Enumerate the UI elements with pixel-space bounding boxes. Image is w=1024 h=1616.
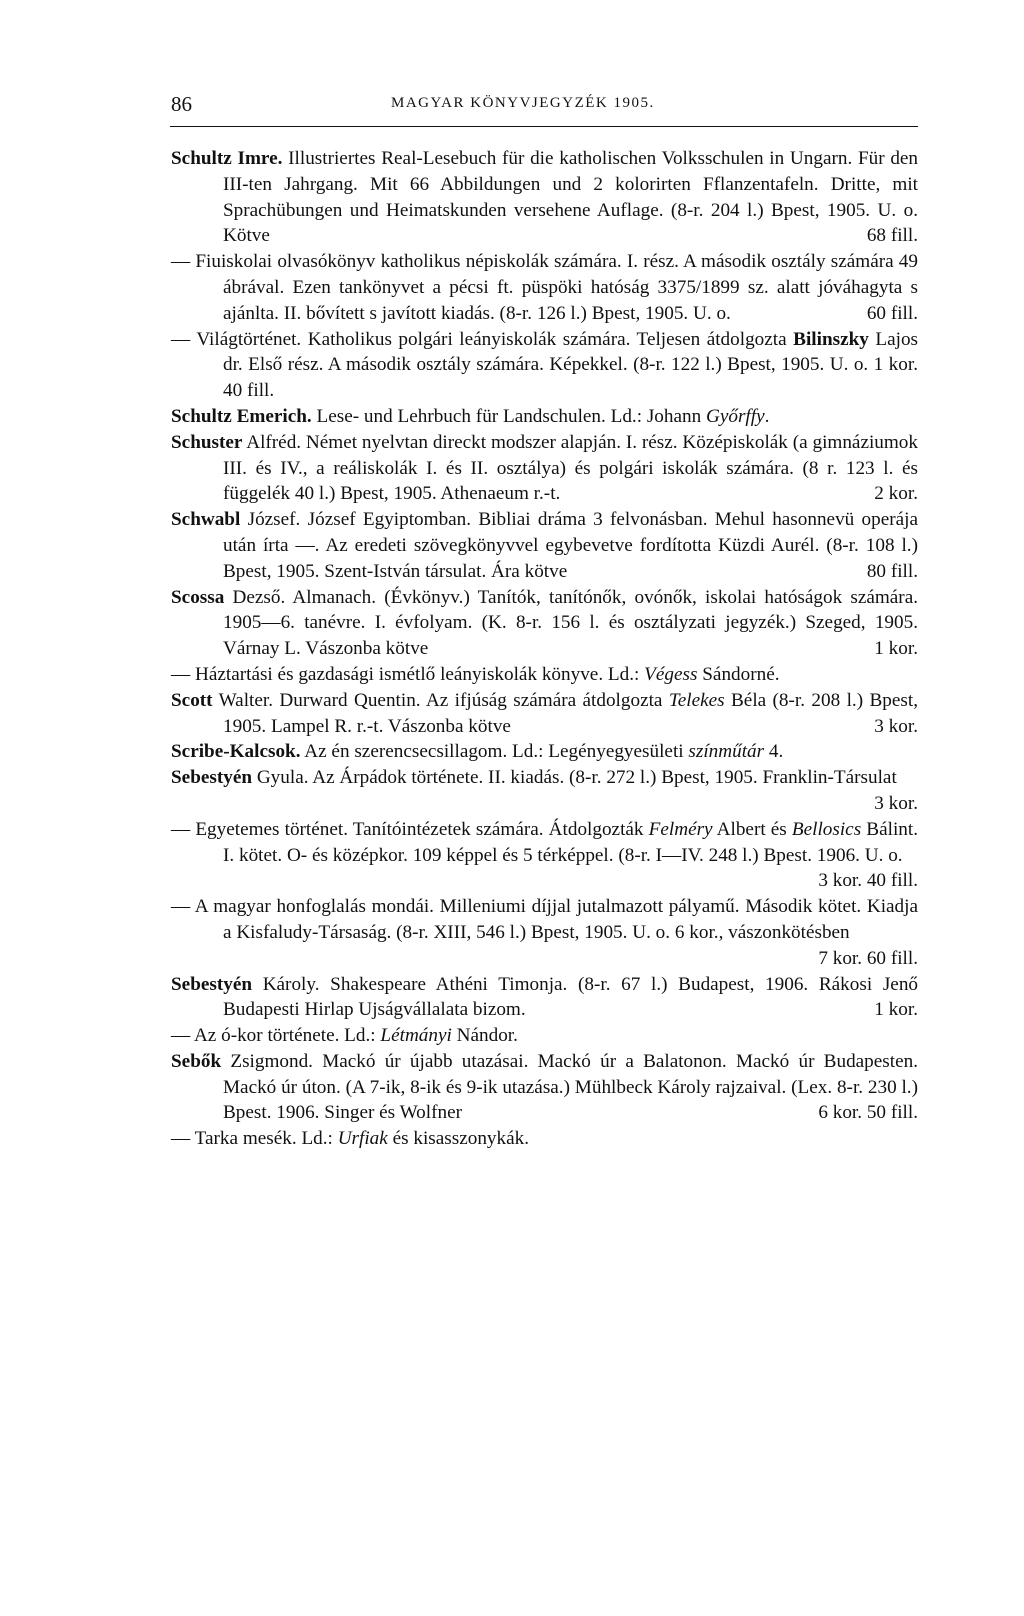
entry-price: 80 fill. — [866, 560, 918, 582]
entry-text: és kisasszonykák. — [392, 1128, 530, 1150]
entry-text: A magyar honfoglalás mondái. Milleniumi díjjal jutalmazott pályamű. Második kötet. Kiadja a Kisfaludy-Társaság. (8-r. XIII, 546 l.) Bpest, 1905. U. o. 6 kor., vászonkötésben — [194, 896, 918, 943]
entry-author: Scribe-Kalcsok. — [171, 741, 301, 763]
entry-dash: — — [171, 1128, 191, 1150]
catalog-entry — [171, 1049, 918, 1126]
entry-name-italic: Győrffy — [706, 405, 765, 427]
entry-price: 1 kor. — [874, 638, 918, 660]
catalog-entry — [171, 249, 918, 326]
entry-text: Gyula. Az Árpádok története. II. kiadás. (8-r. 272 l.) Bpest, 1905. Franklin-Társulat — [256, 767, 897, 789]
catalog-entry — [171, 585, 918, 662]
entry-text: Béla (8-r. 208 l.) Bpest, 1905. Lampel R. r.-t. Vászonba kötve — [223, 689, 919, 737]
entry-name-italic: Telekes — [668, 689, 725, 711]
entry-dash: — — [171, 1025, 191, 1047]
catalog-entry — [171, 430, 918, 507]
entry-author: Schultz Emerich. — [171, 405, 312, 427]
entry-dash: — — [171, 251, 191, 273]
entry-price: 3 kor. 40 fill. — [818, 870, 918, 892]
entry-text: Zsigmond. Mackó úr újabb utazásai. Mackó úr a Balatonon. Mackó úr Budapesten. Mackó úr úton. (A 7-ik, 8-ik és 9-ik utazása.) Mühlbeck Károly rajzaival. (Lex. 8-r. 230 l.) Bpest. 1906. Singer és Wolfner — [223, 1050, 918, 1124]
entry-dash: — — [171, 328, 191, 350]
entry-price: 7 kor. 60 fill. — [818, 947, 918, 969]
entry-text: 4. — [768, 741, 784, 763]
entry-text: Az ó-kor története. Ld.: — [193, 1025, 376, 1047]
catalog-entry — [171, 507, 918, 584]
entry-price: 2 kor. — [874, 483, 918, 505]
entry-author: Schwabl — [171, 509, 241, 531]
catalog-entry — [171, 327, 918, 404]
entry-author: Schuster — [171, 431, 243, 453]
catalog-entry — [171, 1023, 918, 1049]
entry-name-italic: Felméry — [648, 818, 713, 840]
entry-author: Sebestyén — [171, 973, 253, 995]
catalog-entry — [171, 765, 918, 817]
entry-text: Egyetemes történet. Tanítóintézetek számára. Átdolgozták — [195, 818, 644, 840]
catalog-entry — [171, 894, 918, 971]
entry-text: Fiuiskolai olvasókönyv katholikus népiskolák számára. I. rész. A második osztály számára 49 ábrával. Ezen tankönyvet a pécsi ft. püspöki hatóság 3375/1899 sz. alatt jóváhagyta s ajánlta. II. bővített s javított kiadás. (8-r. 126 l.) Bpest, 1905. U. o. — [195, 251, 918, 324]
entry-author: Sebők — [171, 1050, 222, 1072]
entry-text: Világtörténet. Katholikus polgári leányiskolák számára. Teljesen átdolgozta — [196, 328, 787, 350]
entry-text: Albert és — [716, 818, 787, 840]
entry-text: Lajos dr. Első rész. A második osztály számára. Képekkel. (8-r. 122 l.) Bpest, 1905. U. o. 1 kor. 40 fill. — [223, 328, 919, 402]
entry-price: 3 kor. — [874, 792, 918, 814]
entry-text: Az én szerencsecsillagom. Ld.: Legényegyesületi — [304, 741, 684, 763]
catalog-entry — [171, 404, 918, 430]
entry-author: Schultz Imre. — [171, 148, 283, 169]
entry-text: Tarka mesék. Ld.: — [194, 1128, 333, 1150]
header-rule — [170, 126, 918, 127]
entry-name-italic: Végess — [644, 663, 698, 685]
entry-dash: — — [171, 896, 191, 918]
entry-author: Sebestyén — [171, 767, 253, 789]
catalog-entry — [171, 1126, 918, 1152]
entry-text: . — [764, 405, 770, 427]
entry-text: Károly. Shakespeare Athéni Timonja. (8-r. 67 l.) Budapest, 1906. Rákosi Jenő Budapesti Hirlap Ujságvállalata bizom. — [223, 973, 919, 1021]
entry-text: Walter. Durward Quentin. Az ifjúság számára átdolgozta — [218, 689, 663, 711]
entry-price: 60 fill. — [866, 302, 918, 324]
running-title: MAGYAR KÖNYVJEGYZÉK 1905. — [391, 95, 655, 111]
entry-name-italic: Létmányi — [380, 1025, 452, 1047]
entry-text: József. József Egyiptomban. Bibliai dráma 3 felvonásban. Mehul hasonnevü operája után írta —. Az eredeti szövegkönyvvel egybevetve fordította Küzdi Aurél. (8-r. 108 l.) Bpest, 1905. Szent-István társulat. Ára kötve — [223, 509, 919, 582]
catalog-entry — [171, 972, 918, 1024]
catalog-entries — [171, 146, 918, 1152]
entry-name-italic: Urfiak — [337, 1128, 388, 1150]
entry-text: Lese- und Lehrbuch für Landschulen. Ld.: Johann — [316, 405, 702, 427]
entry-text: Sándorné. — [702, 663, 780, 685]
catalog-entry — [171, 146, 918, 249]
entry-text: Illustriertes Real-Lesebuch für die katholischen Volksschulen in Ungarn. Für den III-ten Jahrgang. Mit 66 Abbildungen und 2 kolorirten Fflanzentafeln. Dritte, mit Sprachübungen und Heimatskunden versehene Auflage. (8-r. 204 l.) Bpest, 1905. U. o. Kötve — [223, 148, 919, 247]
entry-text: Dezső. Almanach. (Évkönyv.) Tanítók, tanítónők, ovónők, iskolai hatóságok számára. 1905—6. tanévre. I. évfolyam. (K. 8-r. 156 l. és osztályzati jegyzék.) Szeged, 1905. Várnay L. Vászonba kötve — [223, 586, 919, 660]
entry-price: 6 kor. 50 fill. — [818, 1102, 918, 1124]
catalog-entry — [171, 817, 918, 894]
entry-text: Nándor. — [456, 1025, 518, 1047]
catalog-entry — [171, 688, 918, 740]
entry-price: 3 kor. — [874, 715, 918, 737]
entry-price: 1 kor. — [874, 999, 918, 1021]
entry-name-bold: Bilinszky — [793, 328, 869, 350]
catalog-entry — [171, 739, 918, 765]
entry-name-italic: színműtár — [688, 741, 765, 763]
entry-dash: — — [171, 818, 191, 840]
entry-author: Scossa — [171, 586, 225, 608]
entry-author: Scott — [171, 689, 213, 711]
entry-price: 68 fill. — [866, 225, 918, 247]
entry-dash: — — [171, 663, 191, 685]
entry-name-italic: Bellosics — [791, 818, 862, 840]
entry-text: Alfréd. Német nyelvtan direckt modszer alapján. I. rész. Középiskolák (a gimnáziumok III. és IV., a reáliskolák I. és II. osztálya) és polgári iskolák számára. (8 r. 123 l. és függelék 40 l.) Bpest, 1905. Athenaeum r.-t. — [223, 431, 918, 505]
entry-text: Bálint. I. kötet. O- és középkor. 109 képpel és 5 térképpel. (8-r. I—IV. 248 l.) Bpest. 1906. U. o. — [223, 818, 918, 866]
page-number: 86 — [171, 92, 192, 116]
entry-text: Háztartási és gazdasági ismétlő leányiskolák könyve. Ld.: — [194, 663, 640, 685]
catalog-entry — [171, 662, 918, 688]
page-header — [171, 92, 918, 122]
